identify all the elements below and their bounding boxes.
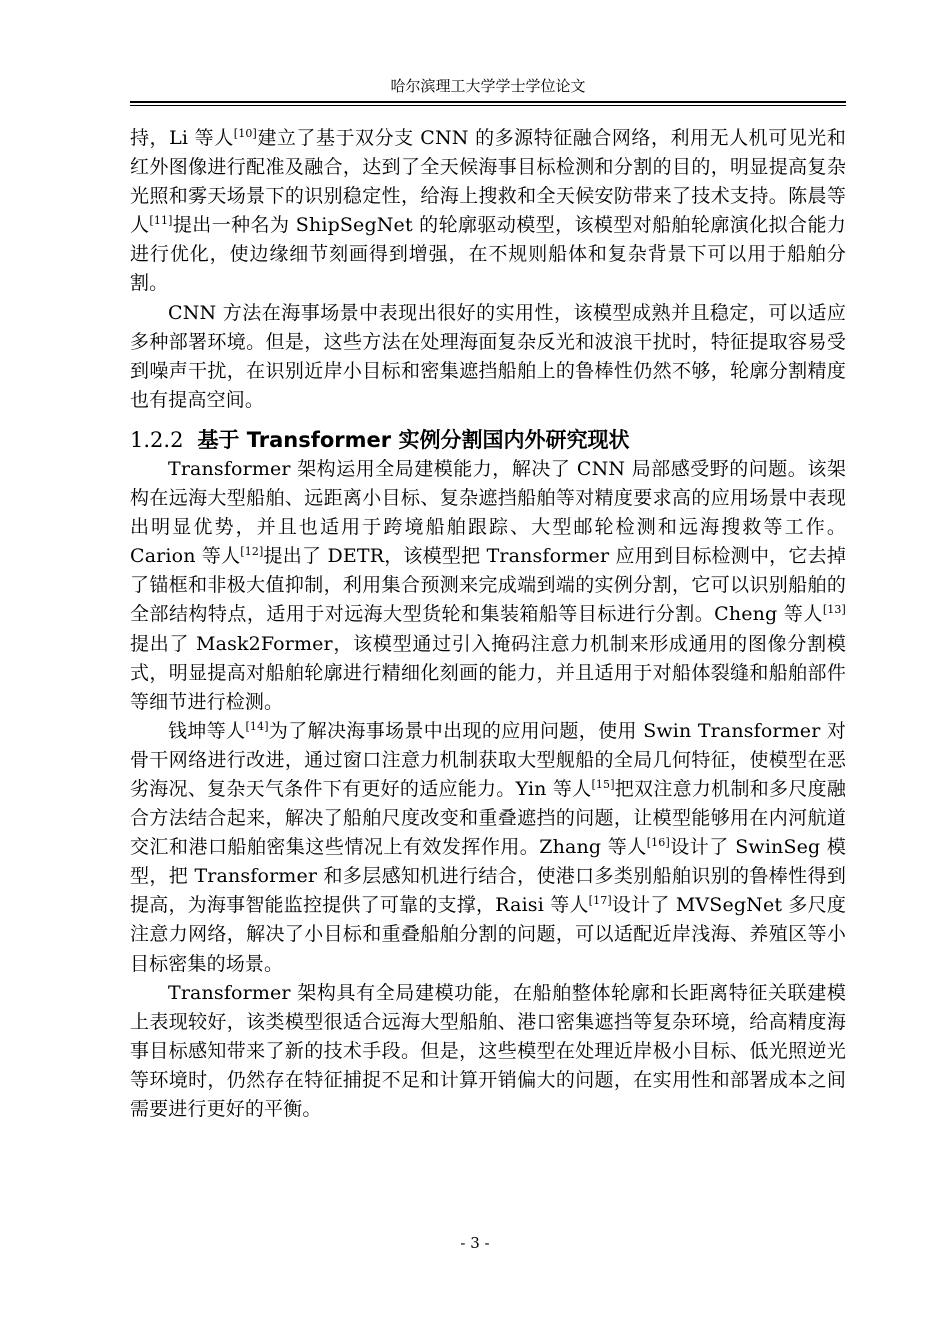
citation-ref: [15] xyxy=(591,777,615,791)
paragraph-transformer-summary: Transformer 架构具有全局建模功能，在船舶整体轮廓和长距离特征关联建模上表现较好，该类模型很适合远海大型船舶、港口密集遮挡等复杂环境，给高精度海事目标感知带来了新的技术手段。但是，这些模型在处理近岸极小目标、低光照逆光等环境时，仍然存在特征捕捉不足和计算开销偏大的问题，在实用性和部署成本之间需要进行更好的平衡。 xyxy=(130,981,846,1120)
citation-ref: [16] xyxy=(646,836,670,850)
citation-ref: [10] xyxy=(233,127,257,140)
citation-ref: [17] xyxy=(588,894,612,908)
paragraph-transformer-intro: Transformer 架构运用全局建模能力，解决了 CNN 局部感受野的问题。该架构在远海大型船舶、远距离小目标、复杂遮挡船舶等对精度要求高的应用场景中表现出明显优势，并且也适用于跨境船舶跟踪、大型邮轮检测和远海搜救等工作。Carion 等人[12]提出了 DETR，该模型把 Transformer 应用到目标检测中，它去掉了锚框和非极大值抑制，利用集合预测来完成端到端的实例分割，它可以识别船舶的全部结构特点，适用于对远海大型货轮和集装箱船等目标进行分割。Cheng 等人[13]提出了 Mask2Former，该模型通过引入掩码注意力机制来形成通用的图像分割模式，明显提高对船舶轮廓进行精细化刻画的能力，并且适用于对船体裂缝和船舶部件等细节进行检测。 xyxy=(130,457,846,713)
header-rule-thin xyxy=(130,105,846,106)
header-rule-thick xyxy=(130,101,846,103)
page-number: - 3 - xyxy=(460,1234,490,1252)
running-header: 哈尔滨理工大学学士学位论文 xyxy=(390,77,586,95)
section-title: 基于 Transformer 实例分割国内外研究现状 xyxy=(197,427,630,452)
paragraph-domestic-work: 钱坤等人[14]为了解决海事场景中出现的应用问题，使用 Swin Transformer 对骨干网络进行改进，通过窗口注意力机制获取大型舰船的全局几何特征，使模型在恶劣海况、复杂天气条件下有更好的适应能力。Yin 等人[15]把双注意力机制和多尺度融合方法结合起来，解决了船舶尺度改变和重叠遮挡的问题，让模型能够用在内河航道交汇和港口船舶密集这些情况上有效发挥作用。Zhang 等人[16]设计了 SwinSeg 模型，把 Transformer 和多层感知机进行结合，使港口多类别船舶识别的鲁棒性得到提高，为海事智能监控提供了可靠的支撑，Raisi 等人[17]设计了 MVSegNet 多尺度注意力网络，解决了小目标和重叠船舶分割的问题，可以适配近岸浅海、养殖区等小目标密集的场景。 xyxy=(130,719,846,975)
citation-ref: [14] xyxy=(245,719,269,733)
page-body xyxy=(130,124,846,1124)
citation-ref: [12] xyxy=(240,545,264,559)
section-heading xyxy=(130,425,846,455)
citation-ref: [13] xyxy=(822,603,846,617)
section-number: 1.2.2 xyxy=(130,427,184,452)
paragraph-cnn-summary: CNN 方法在海事场景中表现出很好的实用性，该模型成熟并且稳定，可以适应多种部署环境。但是，这些方法在处理海面复杂反光和波浪干扰时，特征提取容易受到噪声干扰，在识别近岸小目标和密集遮挡船舶上的鲁棒性仍然不够，轮廓分割精度也有提高空间。 xyxy=(130,301,846,411)
paragraph-continued: 持，Li 等人[10]建立了基于双分支 CNN 的多源特征融合网络，利用无人机可见光和红外图像进行配准及融合，达到了全天候海事目标检测和分割的目的，明显提高复杂光照和雾天场景下的识别稳定性，给海上搜救和全天候安防带来了技术支持。陈晨等人[11]提出一种名为 ShipSegNet 的轮廓驱动模型，该模型对船舶轮廓演化拟合能力进行优化，使边缘细节刻画得到增强，在不规则船体和复杂背景下可以用于船舶分割。 xyxy=(130,127,847,295)
citation-ref: [11] xyxy=(149,214,173,228)
